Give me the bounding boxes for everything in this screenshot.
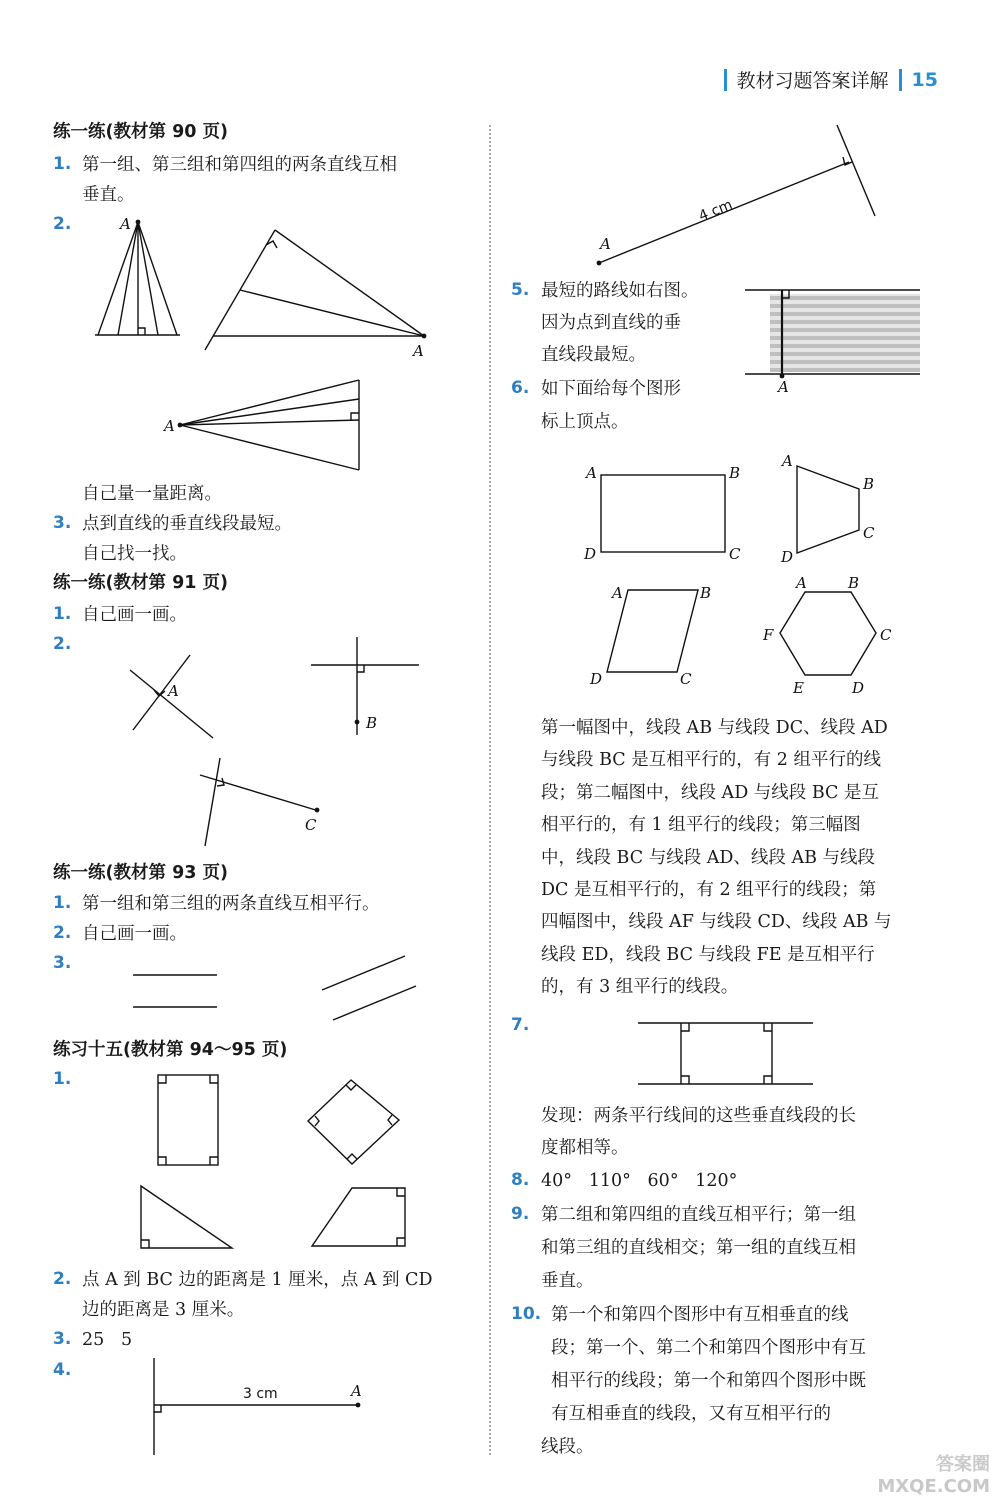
watermark-line: MXQE.COM	[877, 1476, 990, 1497]
question-number: 10.	[511, 1304, 542, 1324]
q6-parallelogram	[607, 590, 698, 672]
answer-text: 有互相垂直的线段，又有互相平行的	[551, 1404, 831, 1424]
square-shape	[308, 1080, 399, 1164]
point-dot	[597, 261, 602, 266]
answer-text: 第二组和第四组的直线互相平行；第一组	[541, 1205, 856, 1225]
page-number: 15	[911, 68, 938, 91]
perpendicular-b	[311, 637, 419, 735]
answer-text: 25 5	[82, 1330, 133, 1350]
fan-figure	[95, 222, 180, 335]
question-number: 1.	[53, 1069, 72, 1089]
label-c: C	[729, 545, 741, 563]
answer-text: 发现：两条平行线间的这些垂直线段的长	[541, 1106, 856, 1126]
question-number: 2.	[53, 1269, 72, 1289]
watermark	[877, 1450, 990, 1497]
point-dot	[315, 808, 320, 813]
answer-text: 垂直。	[541, 1271, 594, 1291]
answer-text: 自己找一找。	[82, 544, 187, 564]
question-number: 3.	[53, 1329, 72, 1349]
distance-4cm-figure	[599, 125, 875, 263]
parallel-perpendicular-figure	[638, 1023, 813, 1084]
paragraph-line: 四幅图中，线段 AF 与线段 CD、线段 AB 与	[541, 912, 892, 933]
answer-text: 段；第一个、第二个和第四个图形中有互	[551, 1338, 866, 1358]
answer-text: 第一个和第四个图形中有互相垂直的线	[551, 1305, 849, 1325]
paragraph-line: 的，有 3 组平行的线段。	[541, 977, 739, 998]
label-a: A	[796, 574, 807, 592]
point-dot	[422, 334, 427, 339]
label-d: D	[590, 670, 603, 688]
label-a: A	[351, 1382, 362, 1400]
question-number: 1.	[53, 604, 72, 624]
perpendicular-c	[200, 758, 319, 846]
answer-text: 直线段最短。	[541, 345, 646, 365]
question-number: 3.	[53, 513, 72, 533]
label-d: D	[852, 679, 865, 697]
answer-text: 度都相等。	[541, 1138, 629, 1158]
question-number: 9.	[511, 1204, 530, 1224]
label-a: A	[600, 235, 611, 253]
paragraph-line: 与线段 BC 是互相平行的，有 2 组平行的线	[541, 750, 881, 771]
label-a: A	[782, 452, 793, 470]
label-f: F	[763, 626, 774, 644]
rectangle-shape	[158, 1075, 218, 1165]
answer-text: 点到直线的垂直线段最短。	[82, 514, 292, 534]
paragraph-line: 相平行的，有 1 组平行的线段；第三幅图	[541, 815, 861, 836]
answer-text: 第一组和第三组的两条直线互相平行。	[82, 894, 380, 914]
label-c: C	[305, 816, 317, 834]
label-4cm: 4 cm	[696, 196, 735, 225]
trapezoid-shape	[312, 1188, 405, 1246]
answer-text: 自己画一画。	[82, 924, 187, 944]
point-dot	[355, 720, 360, 725]
answer-text: 自己画一画。	[82, 605, 187, 625]
triangle-shape	[141, 1186, 232, 1248]
label-c: C	[863, 524, 875, 542]
answer-text: 如下面给每个图形	[541, 379, 681, 399]
question-number: 1.	[53, 893, 72, 913]
question-number: 4.	[53, 1360, 72, 1380]
paragraph-line: 段；第二幅图中，线段 AD 与线段 BC 是互	[541, 782, 879, 803]
question-number: 2.	[53, 923, 72, 943]
label-b: B	[729, 464, 741, 482]
q6-hexagon	[780, 592, 876, 675]
question-number: 3.	[53, 953, 72, 973]
label-a: A	[168, 682, 179, 700]
paragraph-line: 线段 ED，线段 BC 与线段 FE 是互相平行	[541, 944, 875, 965]
label-b: B	[366, 714, 378, 732]
answer-text: 点 A 到 BC 边的距离是 1 厘米，点 A 到 CD	[82, 1270, 433, 1290]
answer-text: 自己量一量距离。	[82, 484, 222, 504]
question-number: 8.	[511, 1170, 530, 1190]
label-c: C	[680, 670, 692, 688]
point-dot	[178, 423, 183, 428]
parallel-lines	[133, 956, 416, 1020]
q6-rectangle	[601, 475, 725, 552]
label-d: D	[781, 548, 794, 566]
answer-text: 标上顶点。	[541, 412, 629, 432]
point-dot	[356, 1403, 361, 1408]
answer-text: 线段。	[541, 1437, 594, 1457]
question-number: 5.	[511, 280, 530, 300]
label-b: B	[848, 574, 860, 592]
label-d: D	[584, 545, 597, 563]
answer-text: 因为点到直线的垂	[541, 313, 681, 333]
answer-text: 和第三组的直线相交；第一组的直线互相	[541, 1238, 856, 1258]
label-a: A	[612, 584, 623, 602]
label-a: A	[778, 378, 789, 396]
label-e: E	[793, 679, 804, 697]
point-dot	[136, 220, 141, 225]
label-c: C	[880, 626, 892, 644]
label-3cm: 3 cm	[243, 1386, 278, 1402]
header-title: 教材习题答案详解	[736, 70, 889, 92]
label-a: A	[164, 417, 175, 435]
pencil-figure	[180, 380, 359, 470]
answer-text: 相平行的线段；第一个和第四个图形中既	[551, 1371, 866, 1391]
section-heading: 练一练(教材第 93 页)	[53, 863, 229, 883]
label-b: B	[700, 584, 712, 602]
section-heading: 练习十五(教材第 94～95 页)	[53, 1040, 288, 1060]
question-number: 6.	[511, 378, 530, 398]
q6-trapezoid	[797, 466, 859, 553]
paragraph-line: 第一幅图中，线段 AB 与线段 DC、线段 AD	[541, 718, 888, 738]
section-heading: 练一练(教材第 90 页)	[53, 122, 229, 142]
watermark-line: 答案圈	[936, 1454, 990, 1475]
answer-text: 第一组、第三组和第四组的两条直线互相	[82, 155, 397, 175]
label-a: A	[120, 215, 131, 233]
label-b: B	[863, 475, 875, 493]
angle-figure	[205, 230, 424, 350]
question-number: 1.	[53, 154, 72, 174]
section-heading: 练一练(教材第 91 页)	[53, 573, 229, 593]
answer-text: 垂直。	[82, 185, 135, 205]
paragraph-line: DC 是互相平行的，有 2 组平行的线段；第	[541, 880, 877, 901]
question-number: 2.	[53, 214, 72, 234]
answer-text: 最短的路线如右图。	[541, 281, 699, 301]
question-number: 7.	[511, 1015, 530, 1035]
label-a: A	[413, 342, 424, 360]
answer-text: 40° 110° 60° 120°	[541, 1171, 738, 1191]
label-a: A	[586, 464, 597, 482]
paragraph-line: 中，线段 BC 与线段 AD、线段 AB 与线段	[541, 847, 876, 868]
question-number: 2.	[53, 634, 72, 654]
distance-figure	[154, 1358, 358, 1455]
answer-text: 边的距离是 3 厘米。	[82, 1300, 245, 1320]
river-figure	[745, 290, 920, 378]
